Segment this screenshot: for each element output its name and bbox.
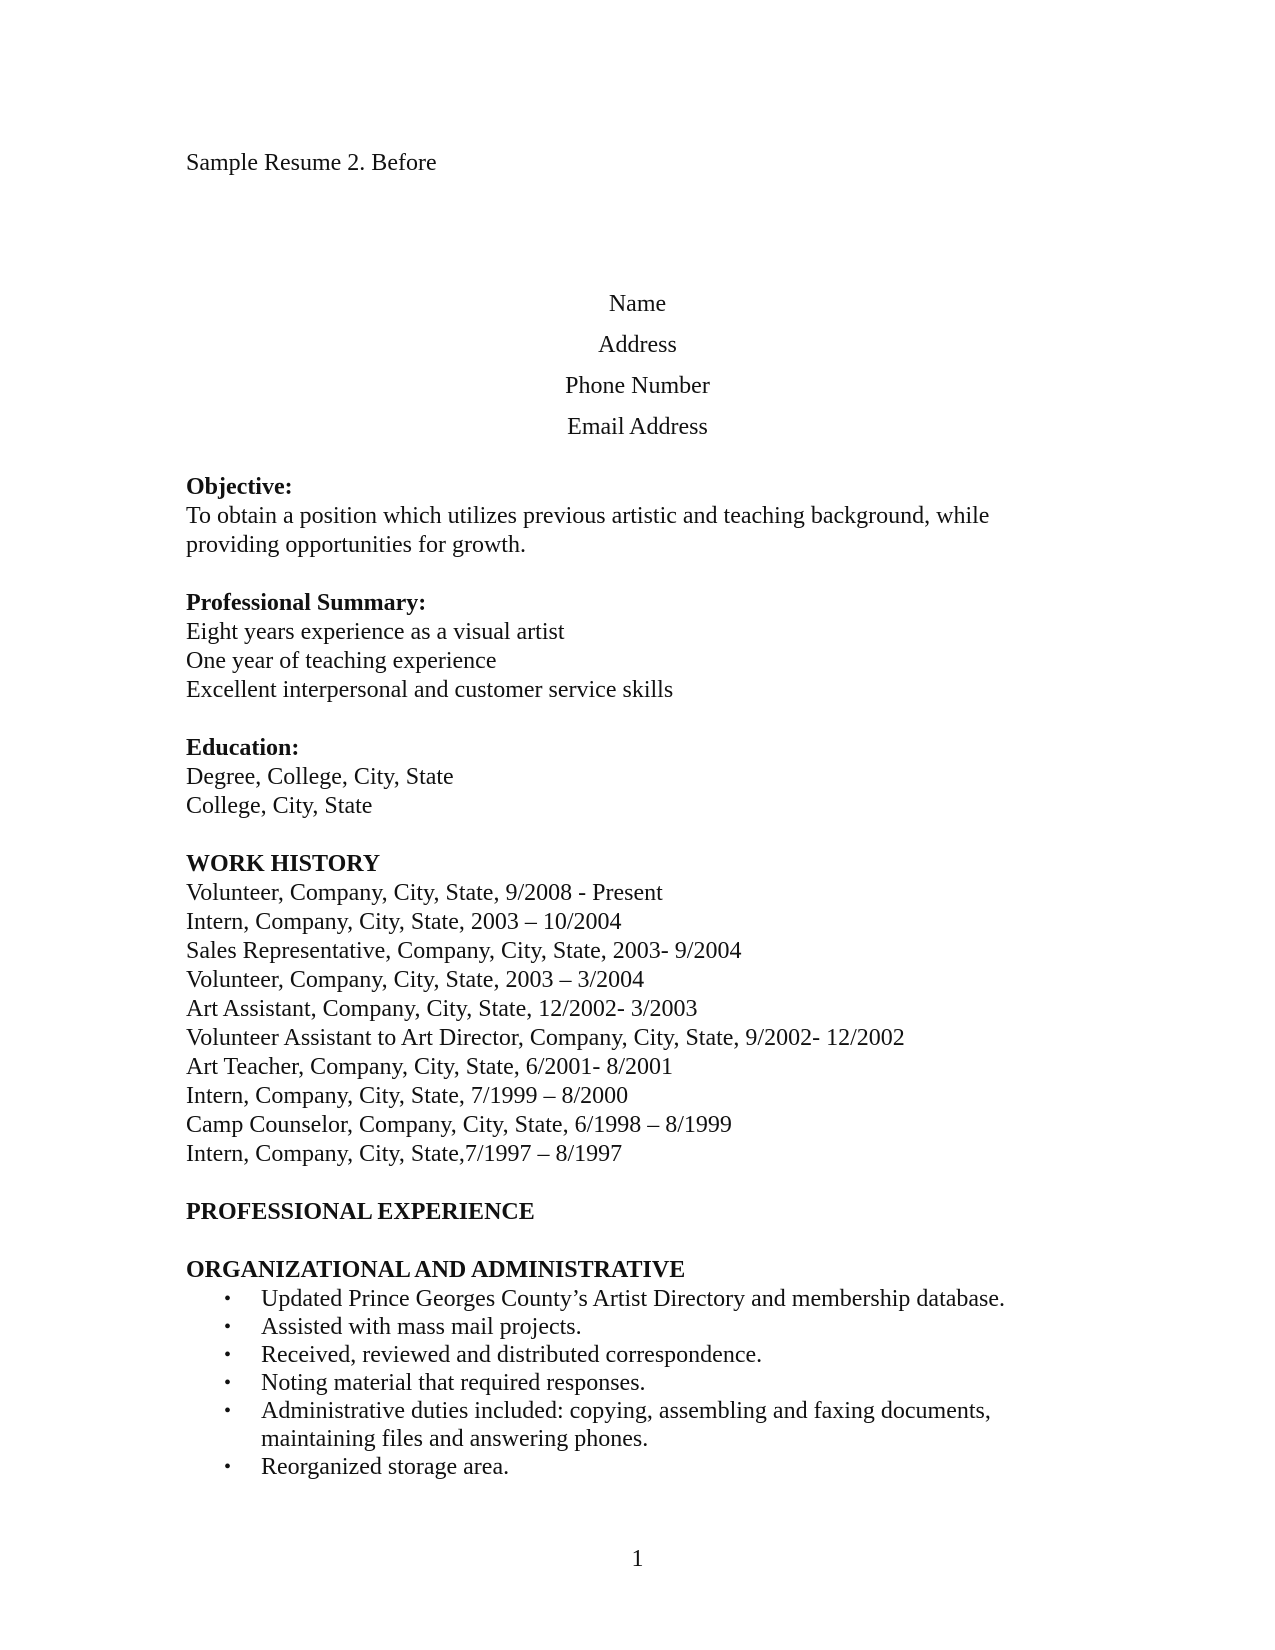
document-title: Sample Resume 2. Before xyxy=(186,150,437,176)
objective-line: providing opportunities for growth. xyxy=(186,532,526,558)
bullet-text: Assisted with mass mail projects. xyxy=(261,1314,582,1340)
contact-email: Email Address xyxy=(567,414,708,440)
work-history-entry: Sales Representative, Company, City, State, 2003- 9/2004 xyxy=(186,938,742,964)
summary-line: Eight years experience as a visual artist xyxy=(186,619,565,645)
organizational-bullet-list xyxy=(186,1285,1086,1481)
professional-experience-heading: PROFESSIONAL EXPERIENCE xyxy=(186,1199,535,1225)
bullet-icon: • xyxy=(224,1344,232,1366)
contact-name: Name xyxy=(608,291,667,317)
bullet-icon: • xyxy=(224,1288,232,1310)
bullet-item xyxy=(186,1285,1086,1313)
objective-line: To obtain a position which utilizes previous artistic and teaching background, while xyxy=(186,503,990,529)
bullet-text: Received, reviewed and distributed correspondence. xyxy=(261,1342,763,1368)
work-history-heading: WORK HISTORY xyxy=(186,851,381,877)
bullet-text: Updated Prince Georges County’s Artist Directory and membership database. xyxy=(261,1286,1006,1312)
education-line: College, City, State xyxy=(186,793,373,819)
section-spacer xyxy=(186,1227,1086,1256)
section-spacer xyxy=(186,705,1086,734)
work-history-entry: Volunteer Assistant to Art Director, Company, City, State, 9/2002- 12/2002 xyxy=(186,1025,905,1051)
work-history-entry: Camp Counselor, Company, City, State, 6/1998 – 8/1999 xyxy=(186,1112,732,1138)
work-history-entry: Volunteer, Company, City, State, 2003 – 3/2004 xyxy=(186,967,645,993)
bullet-item xyxy=(186,1369,1086,1397)
work-history-entry: Art Assistant, Company, City, State, 12/2002- 3/2003 xyxy=(186,996,698,1022)
education-heading: Education: xyxy=(186,735,300,761)
bullet-icon: • xyxy=(224,1456,232,1478)
section-spacer xyxy=(186,560,1086,589)
section-spacer xyxy=(186,821,1086,850)
contact-address: Address xyxy=(598,332,677,358)
summary-heading: Professional Summary: xyxy=(186,590,427,616)
education-line: Degree, College, City, State xyxy=(186,764,454,790)
resume-body xyxy=(186,473,1086,1481)
bullet-text: Administrative duties included: copying, assembling and faxing documents, maintaining files and answering phones. xyxy=(261,1398,991,1452)
work-history-entry: Intern, Company, City, State, 7/1999 – 8/2000 xyxy=(186,1083,629,1109)
organizational-heading: ORGANIZATIONAL AND ADMINISTRATIVE xyxy=(186,1257,686,1283)
contact-phone: Phone Number xyxy=(565,373,710,399)
bullet-item xyxy=(186,1313,1086,1341)
section-spacer xyxy=(186,1169,1086,1198)
summary-line: Excellent interpersonal and customer service skills xyxy=(186,677,674,703)
work-history-entry: Intern, Company, City, State,7/1997 – 8/1997 xyxy=(186,1141,623,1167)
bullet-item xyxy=(186,1453,1086,1481)
bullet-text: Noting material that required responses. xyxy=(261,1370,646,1396)
work-history-entry: Volunteer, Company, City, State, 9/2008 - Present xyxy=(186,880,663,906)
bullet-item xyxy=(186,1341,1086,1369)
work-history-entry: Art Teacher, Company, City, State, 6/2001- 8/2001 xyxy=(186,1054,674,1080)
bullet-icon: • xyxy=(224,1316,232,1338)
bullet-icon: • xyxy=(224,1372,232,1394)
page-number: 1 xyxy=(631,1546,644,1572)
summary-line: One year of teaching experience xyxy=(186,648,497,674)
work-history-entry: Intern, Company, City, State, 2003 – 10/2004 xyxy=(186,909,622,935)
bullet-text: Reorganized storage area. xyxy=(261,1454,510,1480)
bullet-item xyxy=(186,1397,1086,1453)
objective-heading: Objective: xyxy=(186,474,293,500)
bullet-icon: • xyxy=(224,1400,232,1422)
contact-block xyxy=(0,289,1275,453)
